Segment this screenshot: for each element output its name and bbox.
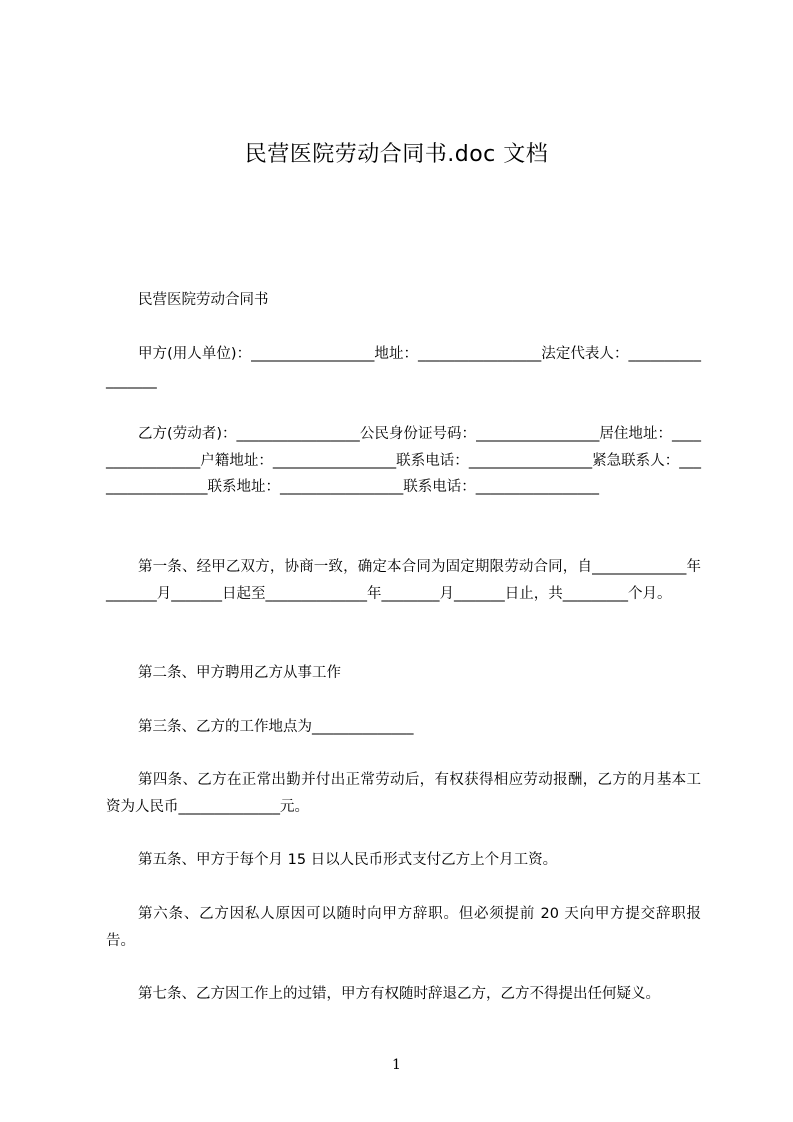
party-a-paragraph: 甲方(用人单位)：_________________地址：_________________法定代表人：_________________ xyxy=(106,346,701,389)
contract-subtitle: 民营医院劳动合同书 xyxy=(138,292,269,308)
page-number: 1 xyxy=(392,1057,401,1073)
document-title: 民营医院劳动合同书.doc 文档 xyxy=(244,142,549,167)
article-4-paragraph: 第四条、乙方在正常出勤并付出正常劳动后，有权获得相应劳动报酬，乙方的月基本工资为人民币______________元。 xyxy=(106,772,701,815)
article-6-paragraph: 第六条、乙方因私人原因可以随时向甲方辞职。但必须提前 20 天向甲方提交辞职报告。 xyxy=(106,906,701,949)
article-2-paragraph: 第二条、甲方聘用乙方从事工作 xyxy=(138,665,341,681)
article-7-paragraph: 第七条、乙方因工作上的过错，甲方有权随时辞退乙方，乙方不得提出任何疑义。 xyxy=(138,986,660,1002)
party-b-paragraph: 乙方(劳动者)：_________________公民身份证号码：_________________居住地址：_________________户籍地址：_________________联系电话：_________________紧急联系人：_________________联系地址：_________________联系电话：_________________ xyxy=(106,426,701,495)
article-1-paragraph: 第一条、经甲乙双方，协商一致，确定本合同为固定期限劳动合同，自_____________年_______月_______日起至______________年________月_______日止，共_________个月。 xyxy=(106,559,701,602)
article-3-paragraph: 第三条、乙方的工作地点为______________ xyxy=(138,719,414,735)
article-5-paragraph: 第五条、甲方于每个月 15 日以人民币形式支付乙方上个月工资。 xyxy=(138,852,558,868)
